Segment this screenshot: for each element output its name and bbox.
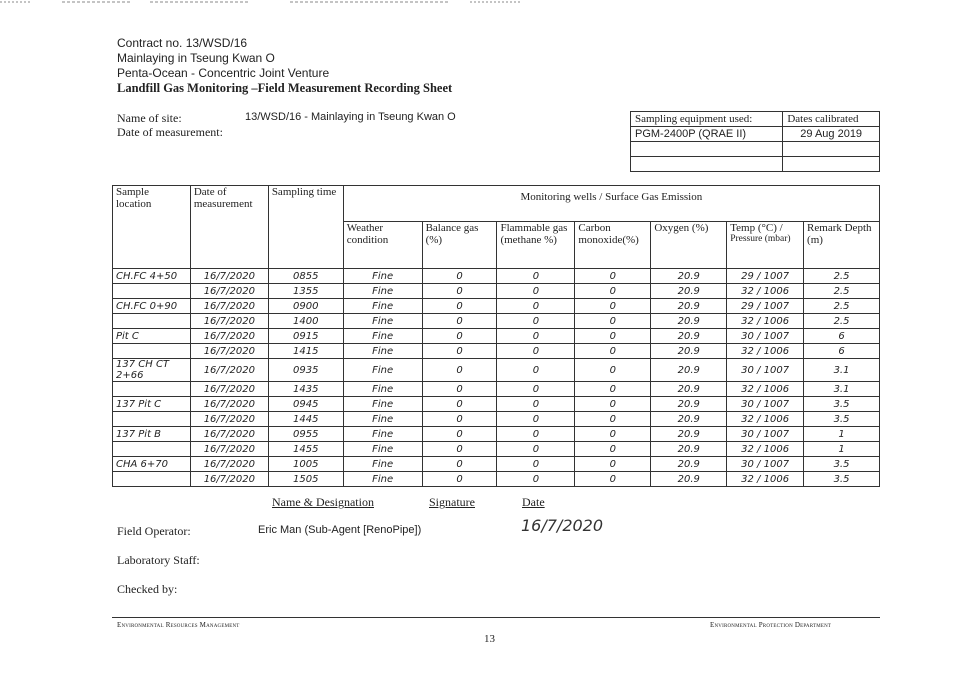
cell-flammable-gas: 0 (497, 269, 575, 284)
cell-sampling-time: 1445 (268, 412, 343, 427)
col-temp-pressure (727, 222, 804, 269)
cell-sample-location (113, 412, 191, 427)
cell-sample-location: CHA 6+70 (113, 457, 191, 472)
cell-measurement-date: 16/7/2020 (190, 412, 268, 427)
site-name-label: Name of site: (117, 111, 182, 125)
cell-flammable-gas: 0 (497, 412, 575, 427)
cell-remark-depth: 2.5 (804, 314, 880, 329)
cell-temp-pressure: 32 / 1006 (727, 382, 804, 397)
date-header: Date (522, 495, 545, 509)
cell-oxygen: 20.9 (651, 344, 727, 359)
cell-oxygen: 20.9 (651, 427, 727, 442)
cell-sample-location (113, 344, 191, 359)
col-balance-gas: Balance gas (%) (422, 222, 497, 269)
field-operator-date: 16/7/2020 (521, 516, 604, 535)
cell-weather: Fine (343, 397, 422, 412)
table-row (113, 344, 880, 359)
cell-balance-gas: 0 (422, 427, 497, 442)
cell-measurement-date: 16/7/2020 (190, 397, 268, 412)
cell-balance-gas: 0 (422, 412, 497, 427)
calibration-date-cell (783, 157, 880, 172)
cell-weather: Fine (343, 299, 422, 314)
cell-sampling-time: 0935 (268, 359, 343, 382)
footer-left-text: Environmental Resources Management (117, 621, 240, 629)
footer-right-text: Environmental Protection Department (710, 621, 832, 629)
cell-oxygen: 20.9 (651, 397, 727, 412)
cell-carbon-monoxide: 0 (575, 472, 651, 487)
cell-sample-location: CH.FC 0+90 (113, 299, 191, 314)
contractor-name: Penta-Ocean - Concentric Joint Venture (117, 66, 330, 80)
calibration-header: Dates calibrated (783, 112, 880, 127)
cell-carbon-monoxide: 0 (575, 359, 651, 382)
cell-measurement-date: 16/7/2020 (190, 359, 268, 382)
cell-weather: Fine (343, 442, 422, 457)
cell-sample-location: 137 CH CT 2+66 (113, 359, 191, 382)
table-row (113, 359, 880, 382)
cell-oxygen: 20.9 (651, 442, 727, 457)
table-row (113, 284, 880, 299)
cell-flammable-gas: 0 (497, 329, 575, 344)
table-row (113, 299, 880, 314)
cell-temp-pressure: 32 / 1006 (727, 412, 804, 427)
cell-flammable-gas: 0 (497, 442, 575, 457)
table-row (113, 382, 880, 397)
cell-flammable-gas: 0 (497, 314, 575, 329)
cell-remark-depth: 3.5 (804, 472, 880, 487)
cell-sampling-time: 1455 (268, 442, 343, 457)
cell-sample-location (113, 472, 191, 487)
cell-temp-pressure: 32 / 1006 (727, 344, 804, 359)
cell-flammable-gas: 0 (497, 457, 575, 472)
cell-weather: Fine (343, 359, 422, 382)
cell-sample-location (113, 442, 191, 457)
top-edge-marks (0, 0, 979, 4)
col-flammable-gas: Flammable gas (methane %) (497, 222, 575, 269)
table-row (113, 442, 880, 457)
cell-temp-pressure: 32 / 1006 (727, 314, 804, 329)
col-sampling-time: Sampling time (268, 186, 343, 269)
cell-balance-gas: 0 (422, 269, 497, 284)
cell-balance-gas: 0 (422, 344, 497, 359)
cell-weather: Fine (343, 472, 422, 487)
cell-flammable-gas: 0 (497, 359, 575, 382)
table-row (113, 269, 880, 284)
table-row (113, 412, 880, 427)
cell-sample-location (113, 382, 191, 397)
project-name: Mainlaying in Tseung Kwan O (117, 51, 275, 65)
cell-flammable-gas: 0 (497, 382, 575, 397)
col-date-of-measurement: Date of measurement (190, 186, 268, 269)
cell-remark-depth: 3.5 (804, 412, 880, 427)
name-designation-header: Name & Designation (272, 495, 374, 509)
cell-measurement-date: 16/7/2020 (190, 284, 268, 299)
table-row (113, 472, 880, 487)
sheet-title: Landfill Gas Monitoring –Field Measurement Recording Sheet (117, 81, 453, 95)
cell-balance-gas: 0 (422, 359, 497, 382)
col-temp-label: Temp (°C) / (730, 222, 783, 234)
cell-oxygen: 20.9 (651, 299, 727, 314)
cell-temp-pressure: 29 / 1007 (727, 299, 804, 314)
cell-oxygen: 20.9 (651, 269, 727, 284)
cell-carbon-monoxide: 0 (575, 299, 651, 314)
cell-temp-pressure: 30 / 1007 (727, 329, 804, 344)
site-name-value: 13/WSD/16 - Mainlaying in Tseung Kwan O (245, 111, 456, 123)
cell-flammable-gas: 0 (497, 344, 575, 359)
cell-balance-gas: 0 (422, 284, 497, 299)
field-operator-label: Field Operator: (117, 524, 191, 538)
cell-remark-depth: 3.1 (804, 382, 880, 397)
footer-divider (112, 617, 880, 618)
cell-oxygen: 20.9 (651, 359, 727, 382)
cell-sampling-time: 0855 (268, 269, 343, 284)
cell-balance-gas: 0 (422, 472, 497, 487)
cell-measurement-date: 16/7/2020 (190, 472, 268, 487)
checked-by-label: Checked by: (117, 582, 178, 596)
cell-sample-location: Pit C (113, 329, 191, 344)
cell-flammable-gas: 0 (497, 472, 575, 487)
cell-temp-pressure: 29 / 1007 (727, 269, 804, 284)
cell-carbon-monoxide: 0 (575, 442, 651, 457)
cell-sample-location: 137 Pit C (113, 397, 191, 412)
cell-remark-depth: 1 (804, 427, 880, 442)
cell-remark-depth: 6 (804, 344, 880, 359)
equipment-cell (631, 157, 783, 172)
cell-weather: Fine (343, 457, 422, 472)
cell-remark-depth: 2.5 (804, 299, 880, 314)
cell-oxygen: 20.9 (651, 314, 727, 329)
cell-sampling-time: 0955 (268, 427, 343, 442)
cell-weather: Fine (343, 382, 422, 397)
cell-remark-depth: 6 (804, 329, 880, 344)
cell-balance-gas: 0 (422, 457, 497, 472)
table-row (113, 427, 880, 442)
cell-sampling-time: 1400 (268, 314, 343, 329)
measurement-date-label: Date of measurement: (117, 125, 223, 139)
cell-measurement-date: 16/7/2020 (190, 314, 268, 329)
cell-carbon-monoxide: 0 (575, 427, 651, 442)
cell-balance-gas: 0 (422, 314, 497, 329)
cell-weather: Fine (343, 284, 422, 299)
cell-balance-gas: 0 (422, 397, 497, 412)
cell-balance-gas: 0 (422, 299, 497, 314)
cell-temp-pressure: 30 / 1007 (727, 397, 804, 412)
cell-remark-depth: 2.5 (804, 284, 880, 299)
cell-carbon-monoxide: 0 (575, 397, 651, 412)
field-operator-name: Eric Man (Sub-Agent [RenoPipe]) (258, 524, 422, 536)
signature-header: Signature (429, 495, 475, 509)
cell-carbon-monoxide: 0 (575, 412, 651, 427)
cell-oxygen: 20.9 (651, 329, 727, 344)
cell-carbon-monoxide: 0 (575, 314, 651, 329)
cell-weather: Fine (343, 314, 422, 329)
cell-measurement-date: 16/7/2020 (190, 299, 268, 314)
equipment-cell: PGM-2400P (QRAE II) (631, 127, 783, 142)
cell-temp-pressure: 30 / 1007 (727, 457, 804, 472)
cell-measurement-date: 16/7/2020 (190, 457, 268, 472)
cell-sampling-time: 0915 (268, 329, 343, 344)
cell-weather: Fine (343, 427, 422, 442)
col-remark-depth: Remark Depth (m) (804, 222, 880, 269)
cell-weather: Fine (343, 329, 422, 344)
cell-sampling-time: 0900 (268, 299, 343, 314)
cell-sampling-time: 1435 (268, 382, 343, 397)
cell-sample-location (113, 314, 191, 329)
equipment-header: Sampling equipment used: (631, 112, 783, 127)
cell-flammable-gas: 0 (497, 299, 575, 314)
cell-sampling-time: 1005 (268, 457, 343, 472)
cell-weather: Fine (343, 412, 422, 427)
cell-flammable-gas: 0 (497, 284, 575, 299)
col-carbon-monoxide: Carbon monoxide(%) (575, 222, 651, 269)
cell-remark-depth: 2.5 (804, 269, 880, 284)
table-row (113, 397, 880, 412)
cell-oxygen: 20.9 (651, 472, 727, 487)
cell-carbon-monoxide: 0 (575, 457, 651, 472)
measurement-rows (113, 269, 880, 487)
cell-sampling-time: 1505 (268, 472, 343, 487)
cell-measurement-date: 16/7/2020 (190, 344, 268, 359)
col-monitoring-group: Monitoring wells / Surface Gas Emission (343, 186, 879, 222)
laboratory-staff-label: Laboratory Staff: (117, 553, 200, 567)
calibration-date-cell: 29 Aug 2019 (783, 127, 880, 142)
table-row (113, 457, 880, 472)
cell-sampling-time: 0945 (268, 397, 343, 412)
table-row (113, 314, 880, 329)
col-oxygen: Oxygen (%) (651, 222, 727, 269)
cell-remark-depth: 3.5 (804, 397, 880, 412)
cell-oxygen: 20.9 (651, 284, 727, 299)
page-number: 13 (484, 633, 495, 645)
cell-measurement-date: 16/7/2020 (190, 427, 268, 442)
cell-temp-pressure: 30 / 1007 (727, 427, 804, 442)
cell-balance-gas: 0 (422, 442, 497, 457)
cell-carbon-monoxide: 0 (575, 344, 651, 359)
cell-measurement-date: 16/7/2020 (190, 382, 268, 397)
cell-oxygen: 20.9 (651, 382, 727, 397)
cell-sample-location: CH.FC 4+50 (113, 269, 191, 284)
cell-flammable-gas: 0 (497, 427, 575, 442)
contract-number: Contract no. 13/WSD/16 (117, 36, 248, 50)
cell-oxygen: 20.9 (651, 412, 727, 427)
cell-temp-pressure: 32 / 1006 (727, 284, 804, 299)
cell-measurement-date: 16/7/2020 (190, 329, 268, 344)
measurement-table (112, 185, 880, 487)
cell-oxygen: 20.9 (651, 457, 727, 472)
cell-weather: Fine (343, 269, 422, 284)
cell-weather: Fine (343, 344, 422, 359)
cell-carbon-monoxide: 0 (575, 284, 651, 299)
cell-remark-depth: 3.5 (804, 457, 880, 472)
col-pressure-label: Pressure (mbar) (730, 234, 791, 244)
cell-sampling-time: 1415 (268, 344, 343, 359)
cell-measurement-date: 16/7/2020 (190, 442, 268, 457)
cell-measurement-date: 16/7/2020 (190, 269, 268, 284)
document-header (117, 36, 452, 96)
cell-temp-pressure: 30 / 1007 (727, 359, 804, 382)
cell-flammable-gas: 0 (497, 397, 575, 412)
cell-sample-location: 137 Pit B (113, 427, 191, 442)
table-row (113, 329, 880, 344)
cell-temp-pressure: 32 / 1006 (727, 442, 804, 457)
cell-sample-location (113, 284, 191, 299)
cell-remark-depth: 1 (804, 442, 880, 457)
calibration-date-cell (783, 142, 880, 157)
cell-carbon-monoxide: 0 (575, 329, 651, 344)
col-sample-location: Sample location (113, 186, 191, 269)
col-weather: Weather condition (343, 222, 422, 269)
cell-temp-pressure: 32 / 1006 (727, 472, 804, 487)
cell-carbon-monoxide: 0 (575, 382, 651, 397)
equipment-table (630, 111, 880, 172)
equipment-cell (631, 142, 783, 157)
cell-carbon-monoxide: 0 (575, 269, 651, 284)
cell-sampling-time: 1355 (268, 284, 343, 299)
cell-remark-depth: 3.1 (804, 359, 880, 382)
cell-balance-gas: 0 (422, 329, 497, 344)
cell-balance-gas: 0 (422, 382, 497, 397)
